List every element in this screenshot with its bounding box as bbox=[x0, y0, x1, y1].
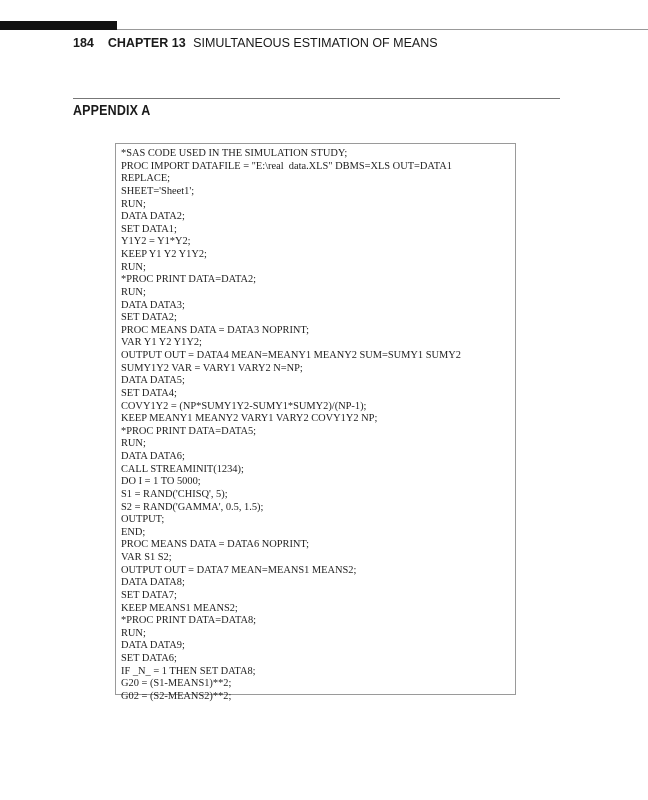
code-line: SHEET='Sheet1'; bbox=[121, 185, 195, 197]
code-listing bbox=[121, 148, 461, 704]
code-line: DATA DATA9; bbox=[121, 640, 185, 652]
code-line: DATA DATA8; bbox=[121, 577, 185, 589]
code-line: CALL STREAMINIT(1234); bbox=[121, 463, 244, 475]
code-line: RUN; bbox=[121, 198, 146, 210]
code-line: RUN; bbox=[121, 286, 146, 298]
running-head bbox=[73, 36, 438, 50]
code-line: IF _N_ = 1 THEN SET DATA8; bbox=[121, 665, 256, 677]
code-line: *PROC PRINT DATA=DATA2; bbox=[121, 274, 257, 286]
code-line: *PROC PRINT DATA=DATA5; bbox=[121, 425, 257, 437]
code-line: *SAS CODE USED IN THE SIMULATION STUDY; bbox=[121, 148, 348, 159]
code-line: *PROC PRINT DATA=DATA8; bbox=[121, 615, 257, 627]
code-line: OUTPUT OUT = DATA7 MEAN=MEANS1 MEANS2; bbox=[121, 564, 357, 576]
code-line: PROC IMPORT DATAFILE = "E:\real data.XLS" DBMS=XLS OUT=DATA1 bbox=[121, 160, 452, 172]
section-heading: APPENDIX A bbox=[73, 103, 151, 119]
code-line: PROC MEANS DATA = DATA3 NOPRINT; bbox=[121, 324, 310, 336]
section-rule bbox=[73, 98, 560, 99]
header-rule bbox=[117, 29, 648, 30]
code-line: Y1Y2 = Y1*Y2; bbox=[121, 236, 191, 248]
code-line: KEEP Y1 Y2 Y1Y2; bbox=[121, 249, 207, 260]
code-line: SET DATA7; bbox=[121, 589, 177, 601]
code-line: OUTPUT; bbox=[121, 514, 165, 526]
code-line: S1 = RAND('CHISQ', 5); bbox=[121, 488, 228, 500]
code-line: DATA DATA2; bbox=[121, 211, 185, 223]
code-line: RUN; bbox=[121, 438, 146, 450]
code-line: KEEP MEANS1 MEANS2; bbox=[121, 602, 238, 614]
code-line: G20 = (S1-MEANS1)**2; bbox=[121, 678, 232, 690]
code-line: RUN; bbox=[121, 627, 146, 639]
code-line: VAR Y1 Y2 Y1Y2; bbox=[121, 337, 202, 349]
page-number: 184 bbox=[73, 36, 94, 50]
chapter-label: CHAPTER 13 bbox=[107, 36, 186, 50]
code-line: G02 = (S2-MEANS2)**2; bbox=[121, 690, 232, 702]
code-line: COVY1Y2 = (NP*SUMY1Y2-SUMY1*SUMY2)/(NP-1); bbox=[121, 400, 367, 412]
code-line: RUN; bbox=[121, 261, 146, 273]
header-bar bbox=[0, 21, 117, 30]
code-line: DATA DATA3; bbox=[121, 299, 185, 311]
code-line: DATA DATA5; bbox=[121, 375, 185, 387]
code-line: PROC MEANS DATA = DATA6 NOPRINT; bbox=[121, 539, 310, 551]
code-listing-box bbox=[115, 143, 516, 702]
code-line: SUMY1Y2 VAR = VARY1 VARY2 N=NP; bbox=[121, 362, 303, 374]
code-line: SET DATA2; bbox=[121, 312, 177, 324]
code-line: OUTPUT OUT = DATA4 MEAN=MEANY1 MEANY2 SUM=SUMY1 SUMY2 bbox=[121, 350, 461, 361]
code-line: KEEP MEANY1 MEANY2 VARY1 VARY2 COVY1Y2 NP; bbox=[121, 413, 378, 425]
code-line: REPLACE; bbox=[121, 173, 171, 185]
code-line: S2 = RAND('GAMMA', 0.5, 1.5); bbox=[121, 501, 264, 513]
code-line: VAR S1 S2; bbox=[121, 552, 172, 563]
code-line: SET DATA6; bbox=[121, 653, 177, 664]
code-line: SET DATA1; bbox=[121, 223, 177, 235]
code-line: END; bbox=[121, 526, 146, 538]
code-line: DO I = 1 TO 5000; bbox=[121, 476, 201, 488]
code-line: SET DATA4; bbox=[121, 387, 177, 399]
code-line: DATA DATA6; bbox=[121, 451, 185, 462]
chapter-title: SIMULTANEOUS ESTIMATION OF MEANS bbox=[193, 36, 438, 50]
